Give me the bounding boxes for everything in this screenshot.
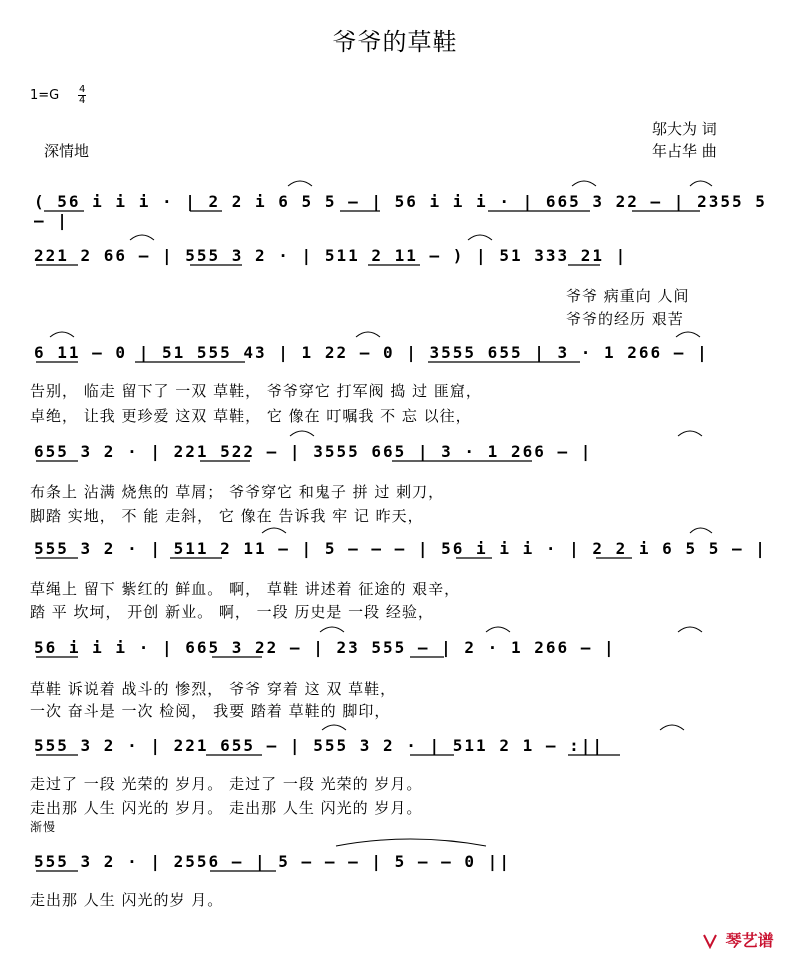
notation-line: 555 3 2 · | 2556 — | 5 — — — | 5 — — 0 || — [34, 852, 511, 871]
tempo-marking: 深情地 — [44, 142, 90, 160]
lyric-line: 一次 奋斗是 一次 检阅， 我要 踏着 草鞋的 脚印， — [30, 702, 391, 720]
notation-line: 6 11 — 0 | 51 555 43 | 1 22 — 0 | 3555 655 | 3 · 1 266 — | — [34, 343, 709, 362]
song-title: 爷爷的草鞋 — [332, 28, 458, 56]
lyric-line: 走出那 人生 闪光的岁 月。 — [30, 891, 224, 909]
expression-marking: 渐慢 — [30, 820, 57, 834]
notation-line: 56 i i i · | 665 3 22 — | 23 555 — | 2 · 1 266 — | — [34, 638, 616, 657]
notation-line: 555 3 2 · | 511 2 11 — | 5 — — — | 56 i i i · | 2 2 i 6 5 5 — | — [34, 539, 767, 558]
brand-logo — [702, 928, 774, 951]
key-signature: 1=G — [30, 88, 60, 103]
lyric-line: 草绳上 留下 紫红的 鲜血。 啊， 草鞋 讲述着 征途的 艰辛， — [30, 580, 461, 598]
lyric-line: 卓绝， 让我 更珍爱 这双 草鞋， 它 像在 叮嘱我 不 忘 以往， — [30, 407, 472, 425]
notation-line: ( 56 i i i · | 2 2 i 6 5 5 — | 56 i i i · | 665 3 22 — | 2355 5 — | — [34, 192, 767, 230]
meter-bottom: 4 — [79, 95, 86, 106]
meter-top: 4 — [79, 84, 86, 95]
lyric-line: 脚踏 实地， 不 能 走斜， 它 像在 告诉我 牢 记 昨天， — [30, 507, 424, 525]
lyric-line: 爷爷的经历 艰苦 — [566, 310, 684, 328]
notation-line: 655 3 2 · | 221 522 — | 3555 665 | 3 · 1 266 — | — [34, 442, 593, 461]
lyric-line: 布条上 沾满 烧焦的 草屑； 爷爷穿它 和鬼子 拼 过 刺刀， — [30, 483, 445, 501]
lyricist-credit: 邬大为 词 — [652, 120, 717, 138]
logo-text: 琴艺谱 — [725, 931, 774, 950]
lyric-line: 告别， 临走 留下了 一双 草鞋， 爷爷穿它 打军阀 捣 过 匪窟， — [30, 382, 482, 400]
lyric-line: 爷爷 病重向 人间 — [566, 287, 690, 305]
logo-icon — [702, 933, 718, 949]
lyric-line: 走过了 一段 光荣的 岁月。 走过了 一段 光荣的 岁月。 — [30, 775, 423, 793]
lyric-line: 走出那 人生 闪光的 岁月。 走出那 人生 闪光的 岁月。 — [30, 799, 423, 817]
notation-line: 555 3 2 · | 221 655 — | 555 3 2 · | 511 2 1 — :|| — [34, 736, 605, 755]
composer-credit: 年占华 曲 — [652, 142, 717, 160]
notation-line: 221 2 66 — | 555 3 2 · | 511 2 11 — ) | 51 333 21 | — [34, 246, 628, 265]
lyric-line: 踏 平 坎坷， 开创 新业。 啊， 一段 历史是 一段 经验， — [30, 603, 434, 621]
lyric-line: 草鞋 诉说着 战斗的 惨烈， 爷爷 穿着 这 双 草鞋， — [30, 680, 397, 698]
